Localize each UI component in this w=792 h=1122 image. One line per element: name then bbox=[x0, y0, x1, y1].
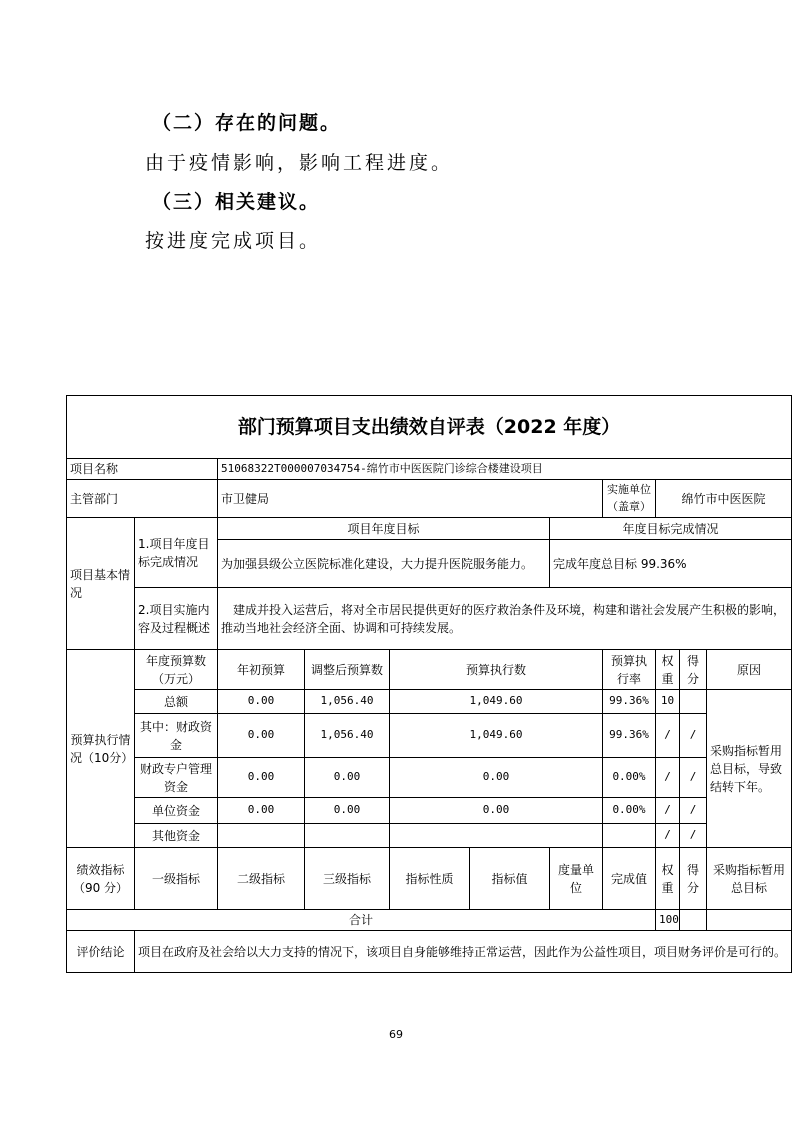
project-name-label: 项目名称 bbox=[67, 459, 218, 480]
budget-reason: 采购指标暂用总目标，导致结转下年。 bbox=[707, 690, 792, 848]
budget-row-executed bbox=[390, 824, 603, 848]
total-reason bbox=[707, 910, 792, 931]
budget-header-weight: 权重 bbox=[656, 650, 680, 690]
budget-row-rate: 99.36% bbox=[603, 690, 656, 714]
budget-row-label: 单位资金 bbox=[135, 798, 218, 824]
budget-header-initial: 年初预算 bbox=[218, 650, 305, 690]
budget-row-rate bbox=[603, 824, 656, 848]
impl-unit-value: 绵竹市中医医院 bbox=[656, 480, 792, 518]
conclusion-label: 评价结论 bbox=[67, 931, 135, 973]
budget-row-rate: 0.00% bbox=[603, 758, 656, 798]
budget-label: 预算执行情况（10分） bbox=[67, 650, 135, 848]
budget-row-score: / bbox=[680, 798, 707, 824]
impl-unit-label: 实施单位（盖章） bbox=[603, 480, 656, 518]
goal-label: 1.项目年度目标完成情况 bbox=[135, 518, 218, 588]
performance-table bbox=[66, 395, 787, 973]
goal-done-text: 完成年度总目标 99.36% bbox=[550, 540, 792, 588]
budget-row-initial: 0.00 bbox=[218, 758, 305, 798]
budget-header-annual: 年度预算数（万元） bbox=[135, 650, 218, 690]
budget-row-score bbox=[680, 690, 707, 714]
budget-row-executed: 0.00 bbox=[390, 758, 603, 798]
budget-row-label: 总额 bbox=[135, 690, 218, 714]
budget-row-weight: / bbox=[656, 798, 680, 824]
perf-header-level1: 一级指标 bbox=[135, 848, 218, 910]
budget-header-reason: 原因 bbox=[707, 650, 792, 690]
budget-row-adjusted: 1,056.40 bbox=[305, 714, 390, 758]
perf-header-weight: 权重 bbox=[656, 848, 680, 910]
goal-done-header: 年度目标完成情况 bbox=[550, 518, 792, 540]
page-number: 69 bbox=[389, 1028, 403, 1041]
total-score bbox=[680, 910, 707, 931]
budget-header-executed: 预算执行数 bbox=[390, 650, 603, 690]
perf-label: 绩效指标（90 分） bbox=[67, 848, 135, 910]
budget-row-initial: 0.00 bbox=[218, 798, 305, 824]
budget-row-score: / bbox=[680, 824, 707, 848]
impl-label: 2.项目实施内容及过程概述 bbox=[135, 588, 218, 650]
budget-row-label: 财政专户管理资金 bbox=[135, 758, 218, 798]
table-row bbox=[67, 798, 792, 824]
perf-header-nature: 指标性质 bbox=[390, 848, 470, 910]
budget-row-executed: 1,049.60 bbox=[390, 690, 603, 714]
perf-header-level3: 三级指标 bbox=[305, 848, 390, 910]
budget-row-initial: 0.00 bbox=[218, 690, 305, 714]
budget-header-rate: 预算执行率 bbox=[603, 650, 656, 690]
budget-row-weight: / bbox=[656, 824, 680, 848]
budget-row-rate: 99.36% bbox=[603, 714, 656, 758]
impl-text: 建成并投入运营后，将对全市居民提供更好的医疗救治条件及环境，构建和谐社会发展产生积极的影响，推动当地社会经济全面、协调和可持续发展。 bbox=[218, 588, 792, 650]
dept-label: 主管部门 bbox=[67, 480, 218, 518]
dept-value: 市卫健局 bbox=[218, 480, 603, 518]
section-heading-suggestions: （三）相关建议。 bbox=[152, 191, 321, 213]
section-body-suggestions: 按进度完成项目。 bbox=[145, 230, 322, 252]
budget-row-executed: 1,049.60 bbox=[390, 714, 603, 758]
budget-row-adjusted: 0.00 bbox=[305, 798, 390, 824]
budget-row-adjusted: 1,056.40 bbox=[305, 690, 390, 714]
perf-header-score: 得分 bbox=[680, 848, 707, 910]
conclusion-text: 项目在政府及社会给以大力支持的情况下，该项目自身能够维持正常运营，因此作为公益性项目，项目财务评价是可行的。 bbox=[135, 931, 792, 973]
budget-header-score: 得分 bbox=[680, 650, 707, 690]
table-row bbox=[67, 690, 792, 714]
table-row bbox=[67, 714, 792, 758]
budget-row-score: / bbox=[680, 714, 707, 758]
budget-header-adjusted: 调整后预算数 bbox=[305, 650, 390, 690]
budget-row-label: 其中：财政资金 bbox=[135, 714, 218, 758]
budget-row-adjusted: 0.00 bbox=[305, 758, 390, 798]
perf-reason: 采购指标暂用总目标 bbox=[707, 848, 792, 910]
total-label: 合计 bbox=[67, 910, 656, 931]
section-body-problems: 由于疫情影响，影响工程进度。 bbox=[145, 152, 454, 174]
total-weight: 100 bbox=[656, 910, 680, 931]
perf-header-done: 完成值 bbox=[603, 848, 656, 910]
perf-header-level2: 二级指标 bbox=[218, 848, 305, 910]
perf-header-unit: 度量单位 bbox=[550, 848, 603, 910]
goal-header: 项目年度目标 bbox=[218, 518, 550, 540]
goal-text: 为加强县级公立医院标准化建设，大力提升医院服务能力。 bbox=[218, 540, 550, 588]
table-row bbox=[67, 758, 792, 798]
budget-row-label: 其他资金 bbox=[135, 824, 218, 848]
basic-info-label: 项目基本情况 bbox=[67, 518, 135, 650]
budget-row-rate: 0.00% bbox=[603, 798, 656, 824]
perf-header-value: 指标值 bbox=[470, 848, 550, 910]
budget-row-weight: / bbox=[656, 758, 680, 798]
table-row bbox=[67, 824, 792, 848]
budget-row-initial bbox=[218, 824, 305, 848]
budget-row-weight: / bbox=[656, 714, 680, 758]
section-heading-problems: （二）存在的问题。 bbox=[152, 112, 342, 134]
table-title: 部门预算项目支出绩效自评表（2022 年度） bbox=[67, 396, 792, 459]
budget-row-score: / bbox=[680, 758, 707, 798]
budget-row-initial: 0.00 bbox=[218, 714, 305, 758]
project-name-value: 51068322T000007034754-绵竹市中医医院门诊综合楼建设项目 bbox=[218, 459, 792, 480]
budget-row-executed: 0.00 bbox=[390, 798, 603, 824]
budget-row-weight: 10 bbox=[656, 690, 680, 714]
budget-row-adjusted bbox=[305, 824, 390, 848]
